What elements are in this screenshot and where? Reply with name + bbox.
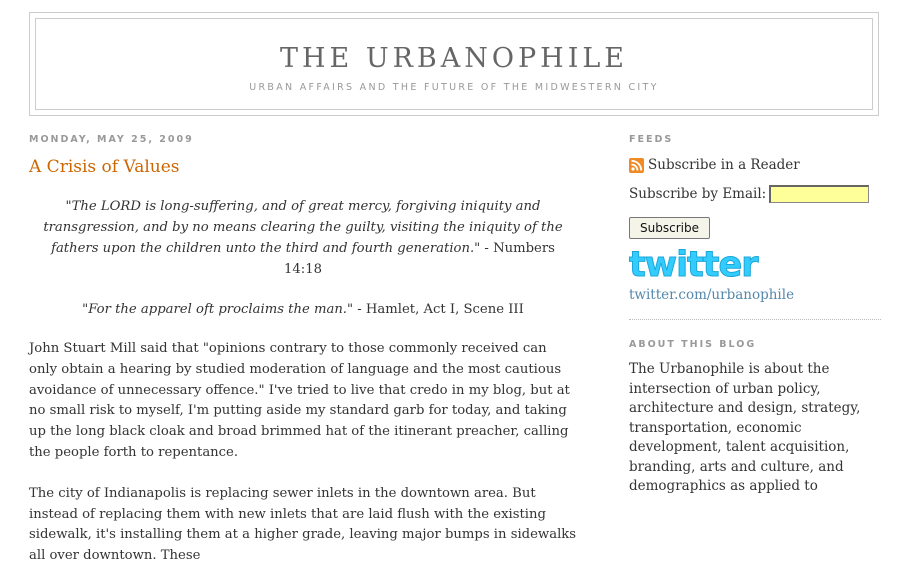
main-column	[29, 134, 577, 567]
subscribe-email-label: Subscribe by Email:	[629, 186, 767, 202]
about-text: The Urbanophile is about the intersection of urban policy, architecture and design, strategy, transportation, economic development, talent acquisition, branding, arts and culture, and demographics as applied to	[629, 361, 861, 494]
twitter-logo[interactable]: twitter	[629, 245, 758, 285]
twitter-profile-link[interactable]: twitter.com/urbanophile	[629, 287, 795, 303]
about-heading: ABOUT THIS BLOG	[629, 339, 757, 350]
header-inner-border	[35, 18, 873, 110]
header-outer-border	[29, 12, 879, 116]
quote-numbers-text: "The LORD is long-suffering, and of great mercy, forgiving iniquity and transgression, and by no means clearing the guilty, visiting the iniquity of the fathers upon the children unto the third and fourth generation."	[43, 199, 563, 256]
subscribe-reader-label[interactable]: Subscribe in a Reader	[648, 157, 800, 173]
subscribe-reader-link[interactable]	[629, 157, 881, 173]
quote-numbers	[29, 196, 577, 280]
quote-hamlet-source: - Hamlet, Act I, Scene III	[353, 302, 524, 317]
quote-hamlet	[29, 299, 577, 320]
sidebar	[629, 134, 881, 497]
sidebar-divider	[629, 319, 881, 320]
subscribe-email-row	[629, 185, 881, 203]
quote-numbers-source: - Numbers 14:18	[283, 241, 555, 277]
post-date: MONDAY, MAY 25, 2009	[29, 134, 194, 145]
blog-title[interactable]: THE URBANOPHILE	[279, 43, 629, 74]
blog-description: URBAN AFFAIRS AND THE FUTURE OF THE MIDWESTERN CITY	[249, 82, 659, 93]
subscribe-button[interactable]: Subscribe	[629, 217, 710, 239]
post-title-link[interactable]: A Crisis of Values	[29, 157, 180, 177]
feeds-heading: FEEDS	[629, 134, 674, 145]
post-paragraph-1: John Stuart Mill said that "opinions contrary to those commonly received can only obtain a hearing by studied moderation of language and the most cautious avoidance of unnecessary offence." I've tried to live that credo in my blog, but at no small risk to myself, I'm putting aside my standard garb for today, and taking up the long black cloak and broad brimmed hat of the itinerant preacher, calling the people forth to repentance.	[29, 341, 570, 460]
rss-feed-icon[interactable]	[629, 158, 644, 173]
quote-hamlet-text: "For the apparel oft proclaims the man."	[82, 302, 354, 317]
email-field[interactable]	[769, 185, 869, 203]
post-paragraph-2: The city of Indianapolis is replacing sewer inlets in the downtown area. But instead of replacing them with new inlets that are laid flush with the existing sidewalk, it's installing them at a higher grade, leaving major bumps in sidewalks all over downtown. These	[29, 485, 577, 564]
